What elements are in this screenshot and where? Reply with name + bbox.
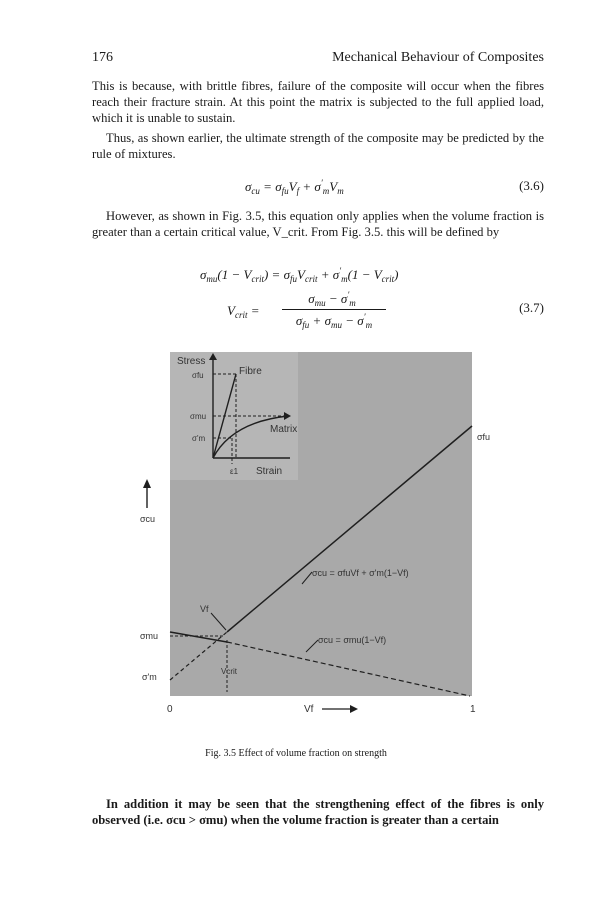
figure-3-5 [0,340,592,740]
left-sigma-m-label: σ'm [142,672,157,682]
paragraph-3-text: However, as shown in Fig. 3.5, this equation only applies when the volume fraction is greater than a certain critical value, V_crit. From Fig. 3.5. this will be defined by [92,209,544,239]
running-title: Mechanical Behaviour of Composites [332,50,544,65]
inset-eps-f: ε1 [230,467,239,476]
equation-3-7-number: (3.7) [519,300,544,315]
equation-3-7-numerator: $\sigma_{mu} - \sigma'_m$ [308,290,356,308]
equation-3-7-lhs: $V_{crit}$ = [227,303,260,320]
equation-3-6-number: (3.6) [519,178,544,193]
y-axis-label: σcu [140,514,156,524]
line1-equation-label: σcu = σfuVf + σ'm(1−Vf) [312,568,409,578]
x-zero-label: 0 [167,704,173,715]
inset-fibre-label: Fibre [239,366,262,377]
inset-strain-label: Strain [256,466,283,477]
equation-3-7-fraction-bar [282,309,386,310]
equation-3-7-line1: $\sigma_{mu}(1 - V_{crit}) = \sigma_{fu}V_{crit} + \sigma'_m(1 - V_{crit})$ [200,266,399,284]
inset-sigma-fu: σfu [192,371,204,380]
paragraph-4 [92,796,544,828]
x-axis-label: Vf [304,704,314,715]
inset-sigma-mu: σmu [190,412,207,421]
paragraph-2 [92,130,544,162]
paragraph-4-text: In addition it may be seen that the strengthening effect of the fibres is only observed (i.e. σcu > σmu) when the volume fraction is greater than a certain [92,797,544,827]
figure-caption: Fig. 3.5 Effect of volume fraction on strength [205,748,387,759]
vf-marker-label: Vf [200,604,209,614]
vcrit-marker-label: Vcrit [221,667,237,676]
inset-stress-label: Stress [177,356,206,367]
left-sigma-mu-label: σmu [140,631,159,641]
x-one-label: 1 [470,704,476,715]
line2-equation-label: σcu = σmu(1−Vf) [318,635,387,645]
paragraph-2-text: Thus, as shown earlier, the ultimate strength of the composite may be predicted by the rule of mixtures. [92,131,544,161]
right-sigma-fu-label: σfu [477,432,491,442]
paragraph-3 [92,208,544,240]
inset-sigma-m: σ'm [192,434,206,443]
inset-matrix-label: Matrix [270,424,298,435]
page-header [92,50,544,68]
equation-3-6: $\sigma_{cu} = \sigma_{fu}V_f + \sigma'_mV_m$ [245,178,344,196]
y-axis-arrow-head [143,479,151,488]
x-axis-arrow-head [350,705,358,713]
page-number: 176 [92,50,113,65]
equation-3-7-denominator: $\sigma_{fu} + \sigma_{mu} - \sigma'_m$ [295,312,373,330]
paragraph-1: This is because, with brittle fibres, failure of the composite will occur when the fibres reach their fracture strain. At this point the matrix is subjected to the full applied load, which it is unable to sustain. [92,79,544,125]
